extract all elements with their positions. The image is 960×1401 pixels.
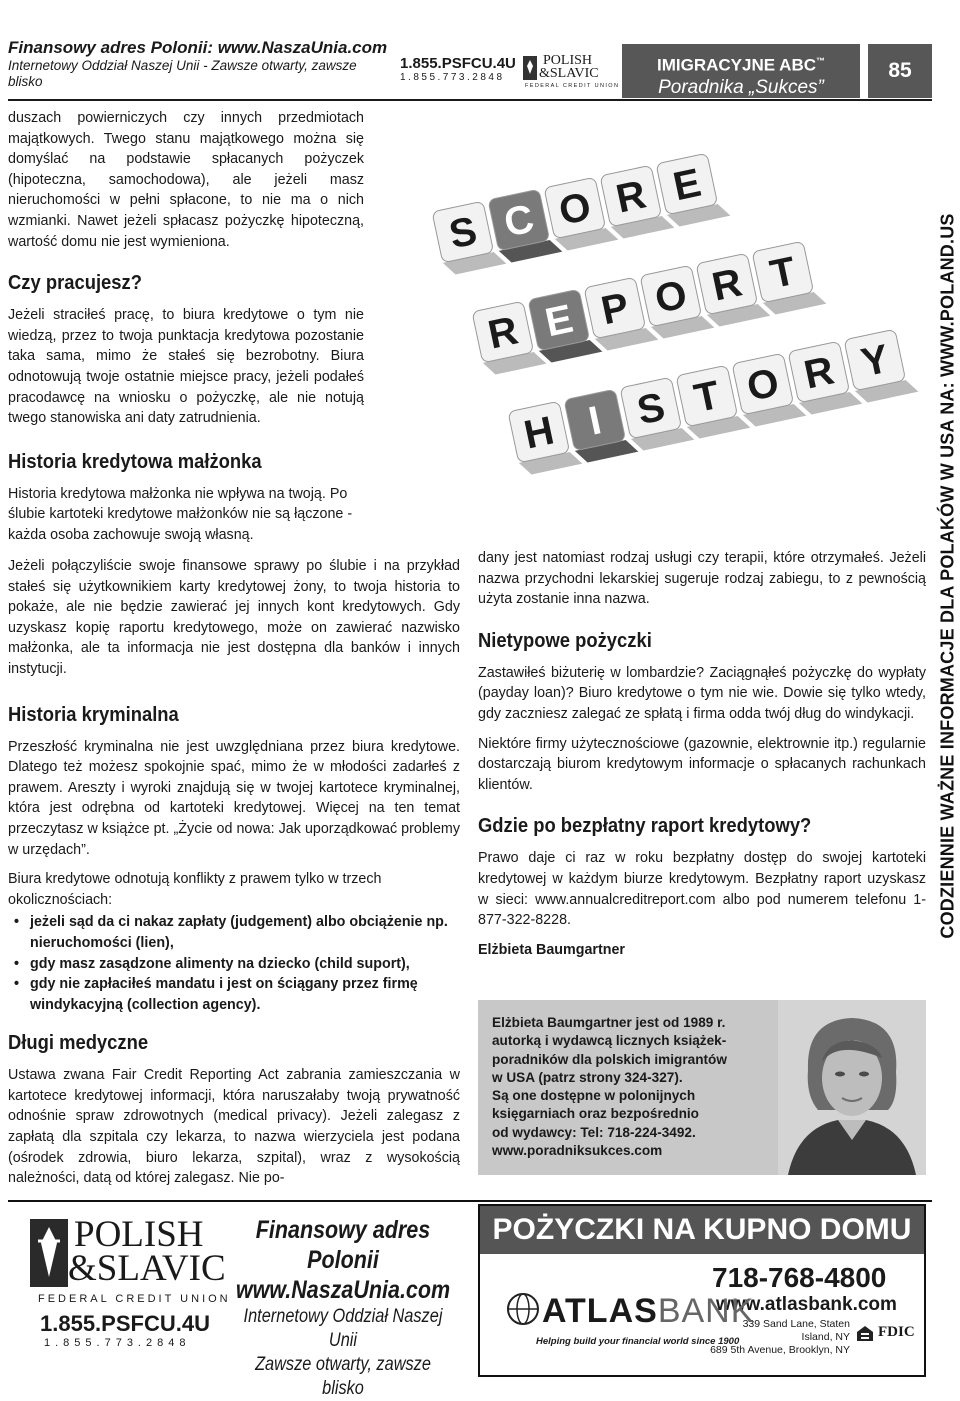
- author-bio-line: autorką i wydawcą licznych książek-: [492, 1033, 727, 1049]
- logo-small-line1: POLISH: [543, 53, 593, 68]
- svg-text:R: R: [800, 348, 838, 398]
- credit-dice-illustration: [412, 112, 928, 532]
- svg-text:H: H: [520, 408, 558, 458]
- ad-atlas-address-line: 339 Sand Lane, Staten Island, NY: [742, 1318, 850, 1343]
- author-bio-line: księgarniach oraz bezpośrednio: [492, 1106, 699, 1122]
- ad-nasza-line1: Finansowy adres Polonii: [255, 1216, 431, 1274]
- header-phone-word: 1.855.PSFCU.4U: [400, 55, 516, 72]
- svg-text:I: I: [585, 398, 606, 444]
- paragraph-criminal: Przeszłość kryminalna nie jest uwzględniana przez biura kredytowe. Dlatego też możesz spokojnie spać, mimo że w młodości zadarłeś z prawem. Areszty i wyroki znajdują się w twojej kartotece kryminalnej, która jest odrębna od kartoteki kredytowej. Więcej na ten temat przeczytasz w książce pt. „Życie od nowa: Jak uporządkować problemy w urzędach”.: [8, 738, 460, 858]
- author-bio-line: Elżbieta Baumgartner jest od 1989 r.: [492, 1015, 726, 1030]
- band-subtitle: Poradnika „Sukces”: [658, 76, 824, 98]
- svg-text:P: P: [597, 284, 633, 334]
- paragraph-work: Jeżeli straciłeś pracę, to biura kredytowe o tym nie wiedzą, przez to twoja punktacja kredytowa pozostanie taka sama, mimo że stałeś się bezrobotny. Biura odnotowują twoje ostatnie miejsce pracy, jeżeli podałeś pracodawcę na wniosku o pożyczkę, ale nie notują twego stanowiska ani daty zatrudnienia.: [8, 307, 364, 427]
- left-column-top: [8, 108, 364, 546]
- svg-text:S: S: [633, 384, 669, 434]
- svg-text:S: S: [445, 208, 481, 258]
- ad-psfcu-line2: &SLAVIC: [68, 1248, 226, 1289]
- paragraph-spouse-a: Historia kredytowa małżonka nie wpływa na twoją. Po ślubie kartoteki kredytowe małżonków nie są łączone - każda osoba zachowuje swoją własną.: [8, 485, 353, 543]
- paragraph-medical: Ustawa zwana Fair Credit Reporting Act zabrania zamieszczania w kartotece kredytowej informacji, która naruszałaby twoją prywatność odnośnie spraw zdrowotnych (medical privacy). Jeżeli zalegasz z zapłatą dla szpitala czy lekarza, to nazwa wierzyciela jest podana (ośrodek zdrowia, biuro lekarza, szpital), wraz z wysokością należności, datą od której zalegasz. Nie po-: [8, 1067, 460, 1187]
- intro-paragraph: duszach powierniczych czy innych przedmiotach majątkowych. Twego stanu majątkowego można się domyślać na podstawie spłacanych pożyczek (hipoteczna, samochodowa), ale jeżeli masz nieruchomości w pełni spłacone, to nie ma o nich wzmianki. Nawet jeżeli spłacasz pożyczkę hipoteczną, wartość domu nie jest wymieniona.: [8, 110, 364, 250]
- svg-text:R: R: [484, 308, 522, 358]
- list-item: • jeżeli sąd da ci nakaz zapłaty (judgement) albo obciążenie np. nieruchomości (lien),: [8, 912, 460, 953]
- right-column: [478, 548, 926, 969]
- svg-text:Y: Y: [857, 336, 893, 386]
- svg-text:O: O: [743, 360, 783, 410]
- vertical-sidebar-text: CODZIENNIE WAŻNE INFORMACJE DLA POLAKÓW W USA NA: WWW.POLAND.US: [937, 212, 958, 939]
- svg-text:O: O: [651, 272, 691, 322]
- header-title: Finansowy adres Polonii: www.NaszaUnia.com: [8, 38, 388, 57]
- atlas-logo: ATLASBANK: [542, 1292, 755, 1330]
- ad-nasza-line2[interactable]: www.NaszaUnia.com: [235, 1276, 451, 1304]
- header-subtitle: Internetowy Oddział Naszej Unii - Zawsze otwarty, zawsze blisko: [8, 58, 357, 89]
- paragraph-free-report: Prawo daje ci raz w roku bezpłatny dostęp do swojej kartoteki kredytowej w każdym biurze kredytowym. Bezpłatny raport uzyskasz w sieci: www.annualcreditreport.com albo pod numerem telefonu 1-877-322-8228.: [478, 850, 926, 929]
- heading-work: Czy pracujesz?: [8, 272, 142, 295]
- heading-free-report: Gdzie po bezpłatny raport kredytowy?: [478, 815, 812, 838]
- vertical-sidebar: [936, 28, 960, 1123]
- ad-nasza-line3: Internetowy Oddział Naszej Unii: [243, 1306, 443, 1351]
- svg-text:E: E: [541, 296, 577, 346]
- heading-unusual-loans: Nietypowe pożyczki: [478, 629, 652, 652]
- header-rule: [8, 99, 932, 101]
- author-bio-line: w USA (patrz strony 324-327).: [492, 1069, 683, 1085]
- paragraph-conflict: Biura kredytowe odnotują konflikty z prawem tylko w trzech okolicznościach:: [8, 871, 382, 908]
- ad-atlas-web[interactable]: www.atlasbank.com: [716, 1294, 897, 1315]
- ad-atlas-address-line: 689 5th Avenue, Brooklyn, NY: [710, 1344, 850, 1356]
- logo-small-line2: &SLAVIC: [539, 66, 599, 81]
- author-bio-line: od wydawcy: Tel: 718-224-3492.: [492, 1124, 696, 1140]
- author-photo: [778, 1000, 926, 1175]
- header-phone: [400, 55, 516, 84]
- author-bio: [492, 1014, 768, 1160]
- author-signature: Elżbieta Baumgartner: [478, 941, 625, 958]
- logo-small-line3: FEDERAL CREDIT UNION: [525, 83, 620, 89]
- paragraph-medical-cont: dany jest natomiast rodzaj usługi czy terapii, które otrzymałeś. Jeżeli nazwa przychodni lekarskiej sugeruje rodzaj zabiegu, to z pewnością użyta zostanie inna nazwa.: [478, 550, 926, 608]
- atlas-globe-icon: [506, 1292, 540, 1331]
- heading-criminal: Historia kryminalna: [8, 703, 179, 726]
- die-report-5: [752, 239, 826, 316]
- paragraph-unusual-a: Zastawiłeś biżuterię w lombardzie? Zaciągnąłeś pożyczkę do wypłaty (payday loan)? Biuro kredytowe o tym nie wie. Dowie się tylko wtedy, gdy zaczniesz zalegać ze spłatą i firma odda twój dług do windykacji.: [478, 664, 926, 722]
- svg-text:T: T: [690, 372, 724, 422]
- list-item: • gdy masz zasądzone alimenty na dziecko (child suport),: [8, 954, 460, 975]
- equal-housing-icon: [856, 1324, 874, 1342]
- atlas-tagline: Helping build your financial world since 1900: [536, 1336, 740, 1347]
- ad-psfcu-line3: FEDERAL CREDIT UNION: [38, 1293, 231, 1305]
- ad-psfcu-phone-word: 1.855.PSFCU.4U: [40, 1311, 210, 1336]
- svg-text:O: O: [555, 184, 595, 234]
- ad-nasza-line4: Zawsze otwarty, zawsze blisko: [255, 1354, 431, 1399]
- fdic-logo: FDIC: [878, 1324, 915, 1340]
- header-band: [622, 44, 860, 98]
- author-bio-line: poradników dla polskich imigrantów: [492, 1051, 727, 1067]
- ad-psfcu[interactable]: [8, 1205, 231, 1375]
- header-phone-digits: 1.855.773.2848: [400, 72, 505, 83]
- ad-atlas-bank[interactable]: [478, 1204, 926, 1377]
- ad-nasza-unia[interactable]: [214, 1205, 472, 1399]
- list-item: • gdy nie zapłaciłeś mandatu i jest on ściągany przez firmę windykacyjną (collection agency).: [8, 974, 460, 1015]
- author-bio-line: Są one dostępne w polonijnych: [492, 1088, 696, 1104]
- ad-psfcu-phone-digits: 1.855.773.2848: [44, 1337, 191, 1349]
- ads-rule: [8, 1200, 932, 1202]
- header-left: [8, 38, 390, 90]
- band-title: IMIGRACYJNE ABC™: [657, 55, 825, 75]
- svg-text:C: C: [500, 196, 538, 246]
- die-score-4: [656, 151, 730, 228]
- heading-medical: Długi medyczne: [8, 1032, 149, 1055]
- die-history-6: [844, 327, 918, 404]
- left-column-bottom: [8, 556, 460, 1198]
- psfcu-logo-small: [523, 52, 618, 94]
- conflict-list: [8, 912, 460, 1015]
- svg-text:E: E: [669, 160, 705, 210]
- paragraph-unusual-b: Niektóre firmy użytecznościowe (gazownie, elektrownie itp.) regularnie dostarczają biurom kredytowym informacje o spłacanych rachunkach klientów.: [478, 735, 926, 793]
- author-bio-link[interactable]: www.poradniksukces.com: [492, 1143, 663, 1159]
- heading-spouse: Historia kredytowa małżonka: [8, 450, 262, 473]
- svg-text:R: R: [612, 172, 650, 222]
- page-number: 85: [868, 44, 932, 98]
- paragraph-spouse-b: Jeżeli połączyliście swoje finansowe sprawy po ślubie i na przykład stałeś się użytkownikiem karty kredytowej żony, to twoja historia to pokaże, ale nie będzie zawierać jej innych kont kredytowych. Gdy uzyskasz kopię raportu kredytowego, może on zawierać nazwisko małżonka, ale ta informacja nie jest dostępna dla banków i innych instytucji.: [8, 558, 460, 677]
- svg-text:R: R: [708, 260, 746, 310]
- ad-psfcu-line1: POLISH: [74, 1214, 204, 1255]
- ad-atlas-headline: POŻYCZKI NA KUPNO DOMU: [480, 1206, 924, 1254]
- svg-text:T: T: [766, 248, 800, 298]
- ad-atlas-phone: 718-768-4800: [712, 1262, 887, 1293]
